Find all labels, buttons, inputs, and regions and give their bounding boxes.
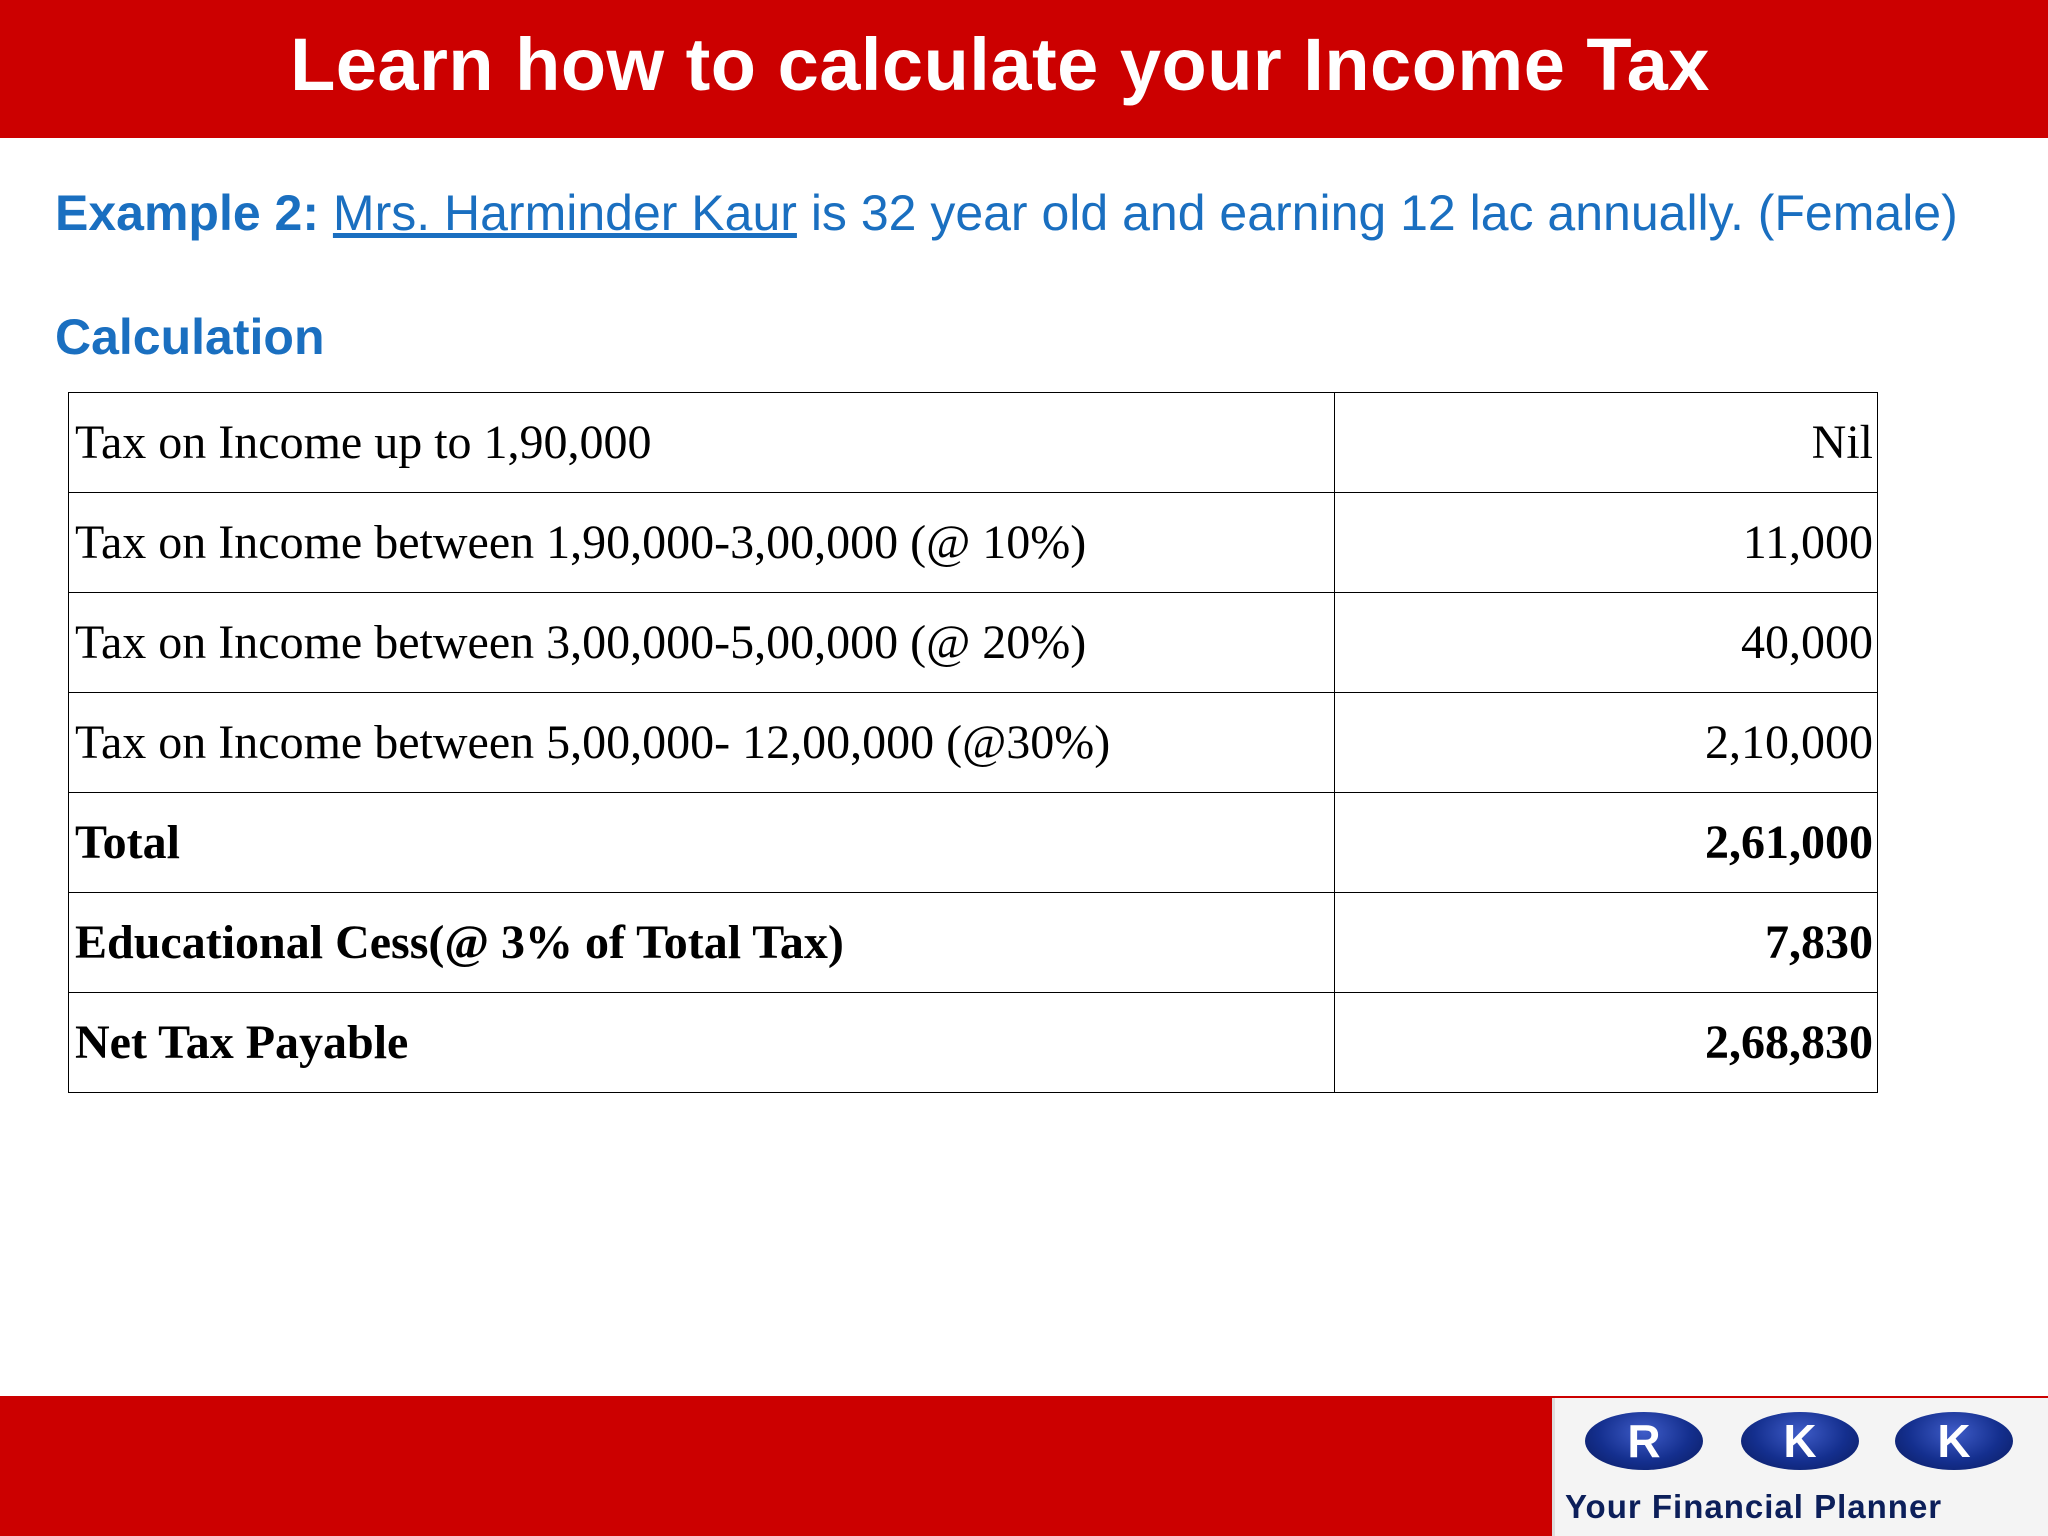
- row-amount: 40,000: [1335, 593, 1878, 693]
- example-description: is 32 year old and earning 12 lac annually. (Female): [796, 185, 1958, 241]
- row-description: Tax on Income between 5,00,000- 12,00,000 (@30%): [69, 693, 1335, 793]
- row-description: Tax on Income between 1,90,000-3,00,000 (@ 10%): [69, 493, 1335, 593]
- logo-letter-k: K: [1895, 1412, 2013, 1470]
- total-row: [69, 793, 1878, 893]
- logo-letter-k: K: [1741, 1412, 1859, 1470]
- table-row: [69, 393, 1878, 493]
- row-amount: 11,000: [1335, 493, 1878, 593]
- logo-letter-r: R: [1585, 1412, 1703, 1470]
- table-row: [69, 493, 1878, 593]
- table-row: [69, 593, 1878, 693]
- header-bar: [0, 0, 2048, 138]
- row-description: Educational Cess(@ 3% of Total Tax): [69, 893, 1335, 993]
- row-description: Total: [69, 793, 1335, 893]
- table-row: [69, 693, 1878, 793]
- row-amount: 7,830: [1335, 893, 1878, 993]
- page-title: Learn how to calculate your Income Tax: [290, 23, 1710, 106]
- logo-tagline: Your Financial Planner: [1565, 1488, 1943, 1525]
- row-amount: Nil: [1335, 393, 1878, 493]
- rkk-logo: [1552, 1398, 2048, 1536]
- person-name-link[interactable]: Mrs. Harminder Kaur: [332, 185, 797, 241]
- row-amount: 2,61,000: [1335, 793, 1878, 893]
- tax-calculation-table: [68, 392, 1878, 1093]
- row-amount: 2,10,000: [1335, 693, 1878, 793]
- row-description: Tax on Income up to 1,90,000: [69, 393, 1335, 493]
- row-description: Tax on Income between 3,00,000-5,00,000 (@ 20%): [69, 593, 1335, 693]
- cess-row: [69, 893, 1878, 993]
- example-statement: [55, 184, 1958, 242]
- row-amount: 2,68,830: [1335, 993, 1878, 1093]
- example-label: Example 2:: [55, 185, 320, 241]
- row-description: Net Tax Payable: [69, 993, 1335, 1093]
- net-tax-row: [69, 993, 1878, 1093]
- calculation-heading: Calculation: [55, 309, 325, 365]
